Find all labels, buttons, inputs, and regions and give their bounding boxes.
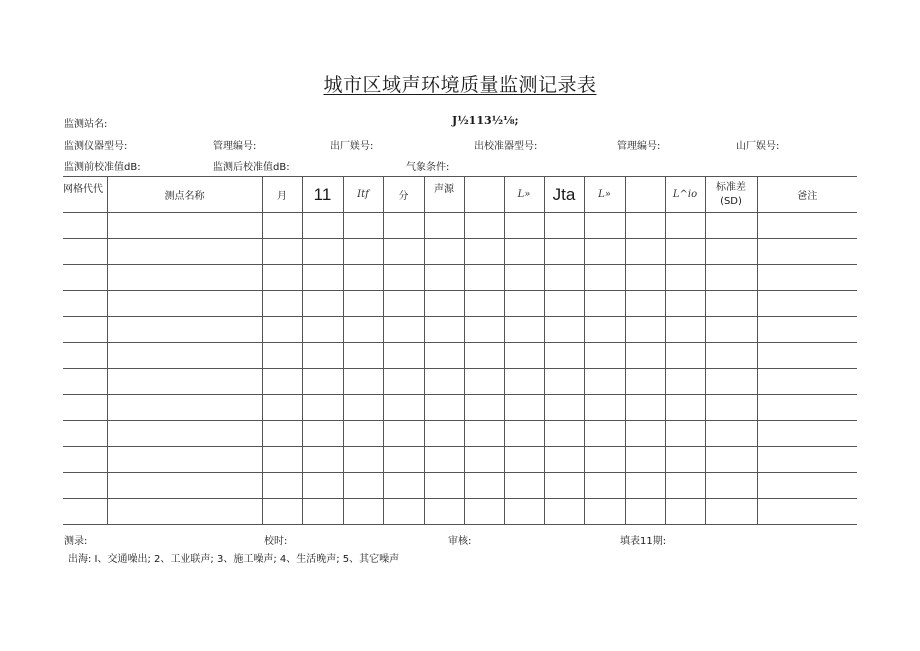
- table-cell[interactable]: [302, 213, 343, 239]
- table-cell[interactable]: [504, 499, 544, 525]
- table-cell[interactable]: [343, 421, 383, 447]
- table-cell[interactable]: [63, 239, 107, 265]
- factory-number-label: 出厂媄号:: [330, 141, 374, 152]
- header-grid-code: 网格代代: [63, 177, 107, 213]
- table-cell[interactable]: [63, 213, 107, 239]
- table-body: [63, 213, 857, 525]
- table-cell[interactable]: [464, 395, 504, 421]
- table-cell[interactable]: [63, 343, 107, 369]
- table-cell[interactable]: [262, 343, 302, 369]
- table-cell[interactable]: [107, 395, 262, 421]
- table-cell[interactable]: [665, 239, 705, 265]
- table-cell[interactable]: [705, 473, 757, 499]
- table-cell[interactable]: [544, 291, 584, 317]
- header-l10: L^io: [665, 177, 705, 213]
- management-number-label-2: 管理编号:: [617, 141, 661, 152]
- table-cell[interactable]: [705, 317, 757, 343]
- instrument-model-label: 监测仪器型号:: [64, 141, 128, 152]
- table-cell[interactable]: [383, 395, 424, 421]
- table-cell[interactable]: [383, 473, 424, 499]
- table-cell[interactable]: [107, 343, 262, 369]
- table-cell[interactable]: [757, 317, 857, 343]
- table-cell[interactable]: [665, 473, 705, 499]
- table-cell[interactable]: [584, 447, 625, 473]
- table-cell[interactable]: [584, 265, 625, 291]
- table-cell[interactable]: [63, 421, 107, 447]
- table-cell[interactable]: [343, 395, 383, 421]
- header-std-dev: [705, 177, 757, 213]
- table-cell[interactable]: [544, 317, 584, 343]
- header-hour: Itf: [343, 177, 383, 213]
- table-cell[interactable]: [584, 499, 625, 525]
- table-cell[interactable]: [544, 447, 584, 473]
- table-cell[interactable]: [625, 317, 665, 343]
- table-cell[interactable]: [584, 421, 625, 447]
- table-cell[interactable]: [464, 239, 504, 265]
- table-cell[interactable]: [665, 317, 705, 343]
- table-cell[interactable]: [665, 395, 705, 421]
- table-cell[interactable]: [544, 499, 584, 525]
- table-cell[interactable]: [63, 317, 107, 343]
- table-cell[interactable]: [584, 317, 625, 343]
- table-cell[interactable]: [504, 395, 544, 421]
- table-cell[interactable]: [107, 473, 262, 499]
- table-cell[interactable]: [504, 369, 544, 395]
- table-cell[interactable]: [464, 447, 504, 473]
- table-cell[interactable]: [424, 317, 464, 343]
- header-noise-source: 声源: [424, 177, 464, 213]
- page-title: 城市区域声环境质量监测记录表: [323, 74, 597, 96]
- table-row: [63, 447, 857, 473]
- management-number-label: 管理编号:: [213, 141, 257, 152]
- reviewer-label: 审核:: [448, 536, 472, 547]
- table-cell[interactable]: [302, 265, 343, 291]
- table-cell[interactable]: [705, 239, 757, 265]
- table-row: [63, 265, 857, 291]
- table-cell[interactable]: [107, 499, 262, 525]
- table-cell[interactable]: [107, 265, 262, 291]
- table-cell[interactable]: [343, 447, 383, 473]
- table-cell[interactable]: [383, 213, 424, 239]
- table-cell[interactable]: [262, 421, 302, 447]
- table-cell[interactable]: [424, 343, 464, 369]
- table-cell[interactable]: [424, 499, 464, 525]
- table-cell[interactable]: [544, 239, 584, 265]
- table-cell[interactable]: [107, 369, 262, 395]
- table-cell[interactable]: [302, 421, 343, 447]
- table-cell[interactable]: [757, 421, 857, 447]
- table-cell[interactable]: [383, 369, 424, 395]
- table-cell[interactable]: [302, 473, 343, 499]
- table-cell[interactable]: [584, 291, 625, 317]
- header-minute: 分: [383, 177, 424, 213]
- header-remarks: 爸注: [757, 177, 857, 213]
- table-row: [63, 239, 857, 265]
- table-cell[interactable]: [262, 213, 302, 239]
- header-month: 月: [262, 177, 302, 213]
- fill-date-label: 填表11期:: [620, 536, 667, 547]
- table-cell[interactable]: [705, 499, 757, 525]
- table-row: [63, 213, 857, 239]
- table-cell[interactable]: [343, 239, 383, 265]
- table-cell[interactable]: [544, 369, 584, 395]
- header-blank-2: [625, 177, 665, 213]
- checker-label: 校时:: [264, 536, 288, 547]
- table-cell[interactable]: [705, 395, 757, 421]
- table-cell[interactable]: [464, 473, 504, 499]
- header-day: 11: [302, 177, 343, 213]
- table-cell[interactable]: [757, 499, 857, 525]
- table-cell[interactable]: [343, 317, 383, 343]
- table-cell[interactable]: [705, 447, 757, 473]
- table-cell[interactable]: [544, 213, 584, 239]
- table-cell[interactable]: [665, 447, 705, 473]
- table-cell[interactable]: [464, 499, 504, 525]
- table-cell[interactable]: [383, 343, 424, 369]
- table-cell[interactable]: [302, 291, 343, 317]
- post-calibration-label: 监测后校准值dB:: [213, 162, 290, 173]
- table-cell[interactable]: [584, 395, 625, 421]
- table-cell[interactable]: [544, 473, 584, 499]
- table-cell[interactable]: [262, 499, 302, 525]
- table-cell[interactable]: [63, 291, 107, 317]
- table-cell[interactable]: [262, 317, 302, 343]
- table-cell[interactable]: [107, 447, 262, 473]
- table-cell[interactable]: [757, 343, 857, 369]
- table-cell[interactable]: [383, 291, 424, 317]
- record-table: [63, 176, 857, 525]
- table-cell[interactable]: [383, 239, 424, 265]
- table-cell[interactable]: [262, 239, 302, 265]
- table-cell[interactable]: [63, 395, 107, 421]
- table-cell[interactable]: [107, 421, 262, 447]
- table-cell[interactable]: [625, 499, 665, 525]
- table-cell[interactable]: [584, 369, 625, 395]
- table-cell[interactable]: [625, 265, 665, 291]
- table-cell[interactable]: [424, 239, 464, 265]
- table-cell[interactable]: [665, 343, 705, 369]
- table-cell[interactable]: [383, 499, 424, 525]
- header-std-dev-label: 标准差: [716, 181, 746, 193]
- table-cell[interactable]: [625, 239, 665, 265]
- table-cell[interactable]: [63, 447, 107, 473]
- table-cell[interactable]: [107, 213, 262, 239]
- table-cell[interactable]: [665, 291, 705, 317]
- table-cell[interactable]: [504, 421, 544, 447]
- table-cell[interactable]: [625, 369, 665, 395]
- table-cell[interactable]: [383, 317, 424, 343]
- table-cell[interactable]: [504, 343, 544, 369]
- table-cell[interactable]: [705, 343, 757, 369]
- table-cell[interactable]: [63, 369, 107, 395]
- table-cell[interactable]: [757, 447, 857, 473]
- table-cell[interactable]: [302, 369, 343, 395]
- table-cell[interactable]: [107, 291, 262, 317]
- table-cell[interactable]: [464, 291, 504, 317]
- table-cell[interactable]: [504, 447, 544, 473]
- table-cell[interactable]: [544, 395, 584, 421]
- table-cell[interactable]: [625, 291, 665, 317]
- table-cell[interactable]: [464, 213, 504, 239]
- table-header-row: [63, 177, 857, 213]
- table-cell[interactable]: [63, 473, 107, 499]
- table-cell[interactable]: [424, 213, 464, 239]
- table-cell[interactable]: [262, 473, 302, 499]
- table-cell[interactable]: [584, 343, 625, 369]
- table-cell[interactable]: [625, 395, 665, 421]
- table-cell[interactable]: [464, 317, 504, 343]
- table-cell[interactable]: [262, 395, 302, 421]
- table-cell[interactable]: [705, 421, 757, 447]
- pre-calibration-label: 监测前校准值dB:: [64, 162, 141, 173]
- table-cell[interactable]: [464, 343, 504, 369]
- header-blank-1: [464, 177, 504, 213]
- table-cell[interactable]: [705, 265, 757, 291]
- station-label: 监测站名:: [64, 119, 108, 130]
- table-cell[interactable]: [584, 473, 625, 499]
- table-cell[interactable]: [343, 473, 383, 499]
- table-cell[interactable]: [302, 395, 343, 421]
- table-cell[interactable]: [302, 317, 343, 343]
- table-cell[interactable]: [464, 421, 504, 447]
- table-cell[interactable]: [625, 343, 665, 369]
- table-cell[interactable]: [665, 213, 705, 239]
- table-cell[interactable]: [343, 369, 383, 395]
- table-cell[interactable]: [424, 447, 464, 473]
- table-cell[interactable]: [757, 265, 857, 291]
- table-cell[interactable]: [625, 447, 665, 473]
- table-cell[interactable]: [424, 421, 464, 447]
- table-cell[interactable]: [584, 213, 625, 239]
- table-cell[interactable]: [63, 499, 107, 525]
- table-cell[interactable]: [757, 395, 857, 421]
- table-cell[interactable]: [544, 265, 584, 291]
- table-cell[interactable]: [262, 291, 302, 317]
- table-cell[interactable]: [757, 369, 857, 395]
- table-cell[interactable]: [544, 343, 584, 369]
- table-row: [63, 343, 857, 369]
- header-l-value-1: L»: [504, 177, 544, 213]
- table-cell[interactable]: [504, 213, 544, 239]
- table-cell[interactable]: [504, 317, 544, 343]
- table-cell[interactable]: [424, 369, 464, 395]
- table-cell[interactable]: [625, 473, 665, 499]
- table-row: [63, 317, 857, 343]
- table-cell[interactable]: [424, 395, 464, 421]
- header-std-dev-abbr: (SD): [720, 195, 742, 207]
- table-row: [63, 369, 857, 395]
- table-cell[interactable]: [302, 239, 343, 265]
- factory-number-label-2: 山厂娱号:: [736, 141, 780, 152]
- table-cell[interactable]: [343, 343, 383, 369]
- table-cell[interactable]: [343, 213, 383, 239]
- table-cell[interactable]: [262, 447, 302, 473]
- table-cell[interactable]: [665, 265, 705, 291]
- table-cell[interactable]: [705, 213, 757, 239]
- table-cell[interactable]: [107, 317, 262, 343]
- table-row: [63, 395, 857, 421]
- table-cell[interactable]: [757, 239, 857, 265]
- table-cell[interactable]: [665, 369, 705, 395]
- table-cell[interactable]: [705, 291, 757, 317]
- table-cell[interactable]: [343, 291, 383, 317]
- table-cell[interactable]: [424, 265, 464, 291]
- table-cell[interactable]: [544, 421, 584, 447]
- header-l-value-2: L»: [584, 177, 625, 213]
- table-cell[interactable]: [504, 239, 544, 265]
- calibrator-model-label: 出校准器型号:: [474, 141, 538, 152]
- table-row: [63, 473, 857, 499]
- table-cell[interactable]: [63, 265, 107, 291]
- table-cell[interactable]: [302, 447, 343, 473]
- header-leq: Jta: [544, 177, 584, 213]
- table-cell[interactable]: [383, 447, 424, 473]
- table-cell[interactable]: [383, 265, 424, 291]
- table-cell[interactable]: [757, 213, 857, 239]
- table-row: [63, 499, 857, 525]
- noise-source-note: 出海: I、交通噪出; 2、工业联声; 3、施工噪声; 4、生活晚声; 5、其它噪声: [68, 554, 400, 565]
- table-cell[interactable]: [464, 265, 504, 291]
- table-cell[interactable]: [625, 213, 665, 239]
- table-cell[interactable]: [262, 265, 302, 291]
- table-cell[interactable]: [343, 499, 383, 525]
- table-cell[interactable]: [107, 239, 262, 265]
- station-value: J½113½⅛;: [452, 114, 519, 127]
- table-cell[interactable]: [464, 369, 504, 395]
- table-cell[interactable]: [665, 499, 705, 525]
- surveyor-label: 测录:: [64, 536, 88, 547]
- table-cell[interactable]: [302, 343, 343, 369]
- table-cell[interactable]: [625, 421, 665, 447]
- table-cell[interactable]: [302, 499, 343, 525]
- table-cell[interactable]: [757, 291, 857, 317]
- weather-label: 气象条件:: [406, 162, 450, 173]
- table-cell[interactable]: [343, 265, 383, 291]
- table-cell[interactable]: [665, 421, 705, 447]
- table-cell[interactable]: [504, 473, 544, 499]
- table-cell[interactable]: [584, 239, 625, 265]
- table-cell[interactable]: [383, 421, 424, 447]
- table-row: [63, 291, 857, 317]
- table-cell[interactable]: [705, 369, 757, 395]
- table-cell[interactable]: [504, 265, 544, 291]
- table-cell[interactable]: [262, 369, 302, 395]
- table-cell[interactable]: [504, 291, 544, 317]
- table-cell[interactable]: [424, 473, 464, 499]
- table-row: [63, 421, 857, 447]
- table-cell[interactable]: [757, 473, 857, 499]
- table-cell[interactable]: [424, 291, 464, 317]
- header-point-name: 测点名称: [107, 177, 262, 213]
